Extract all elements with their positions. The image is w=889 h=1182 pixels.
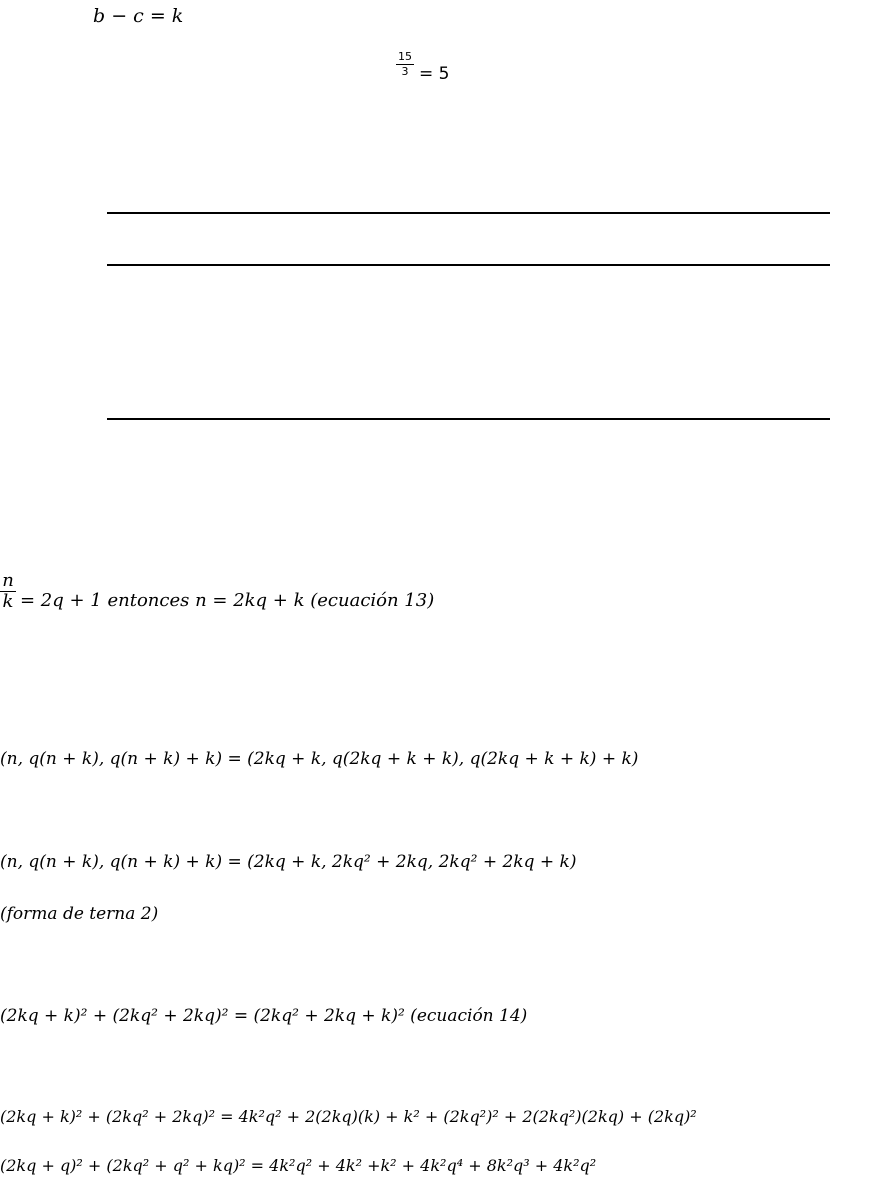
equation-13: = 2q + 1 entonces n = 2kq + k (ecuación 13) (20, 590, 435, 611)
forma-de-terna-label: (forma de terna 2) (0, 904, 159, 924)
horizontal-rule-2 (107, 264, 830, 266)
fraction-numerator: 15 (398, 50, 412, 63)
fraction-denominator-k: k (2, 591, 14, 612)
expansion-equation-2: (2kq + q)² + (2kq² + q² + kq)² = 4k²q² + 4k² +k² + 4k²q⁴ + 8k²q³ + 4k²q² (0, 1156, 597, 1175)
fraction-numerator-n: n (2, 570, 14, 591)
equation-13-fraction (0, 571, 16, 612)
equation-14: (2kq + k)² + (2kq² + 2kq)² = (2kq² + 2kq + k)² (ecuación 14) (0, 1006, 528, 1026)
equation-b-minus-c: b − c = k (93, 5, 184, 27)
fraction-15-over-3 (396, 51, 414, 78)
expansion-equation-1: (2kq + k)² + (2kq² + 2kq)² = 4k²q² + 2(2kq)(k) + k² + (2kq²)² + 2(2kq²)(2kq) + (2kq)² (0, 1107, 697, 1126)
horizontal-rule-1 (107, 212, 830, 214)
fraction-result: = 5 (419, 64, 450, 84)
horizontal-rule-3 (107, 418, 830, 420)
terna-equation-1: (n, q(n + k), q(n + k) + k) = (2kq + k, q(2kq + k + k), q(2kq + k + k) + k) (0, 749, 639, 769)
terna-equation-2: (n, q(n + k), q(n + k) + k) = (2kq + k, 2kq² + 2kq, 2kq² + 2kq + k) (0, 852, 577, 872)
fraction-denominator: 3 (401, 65, 409, 78)
